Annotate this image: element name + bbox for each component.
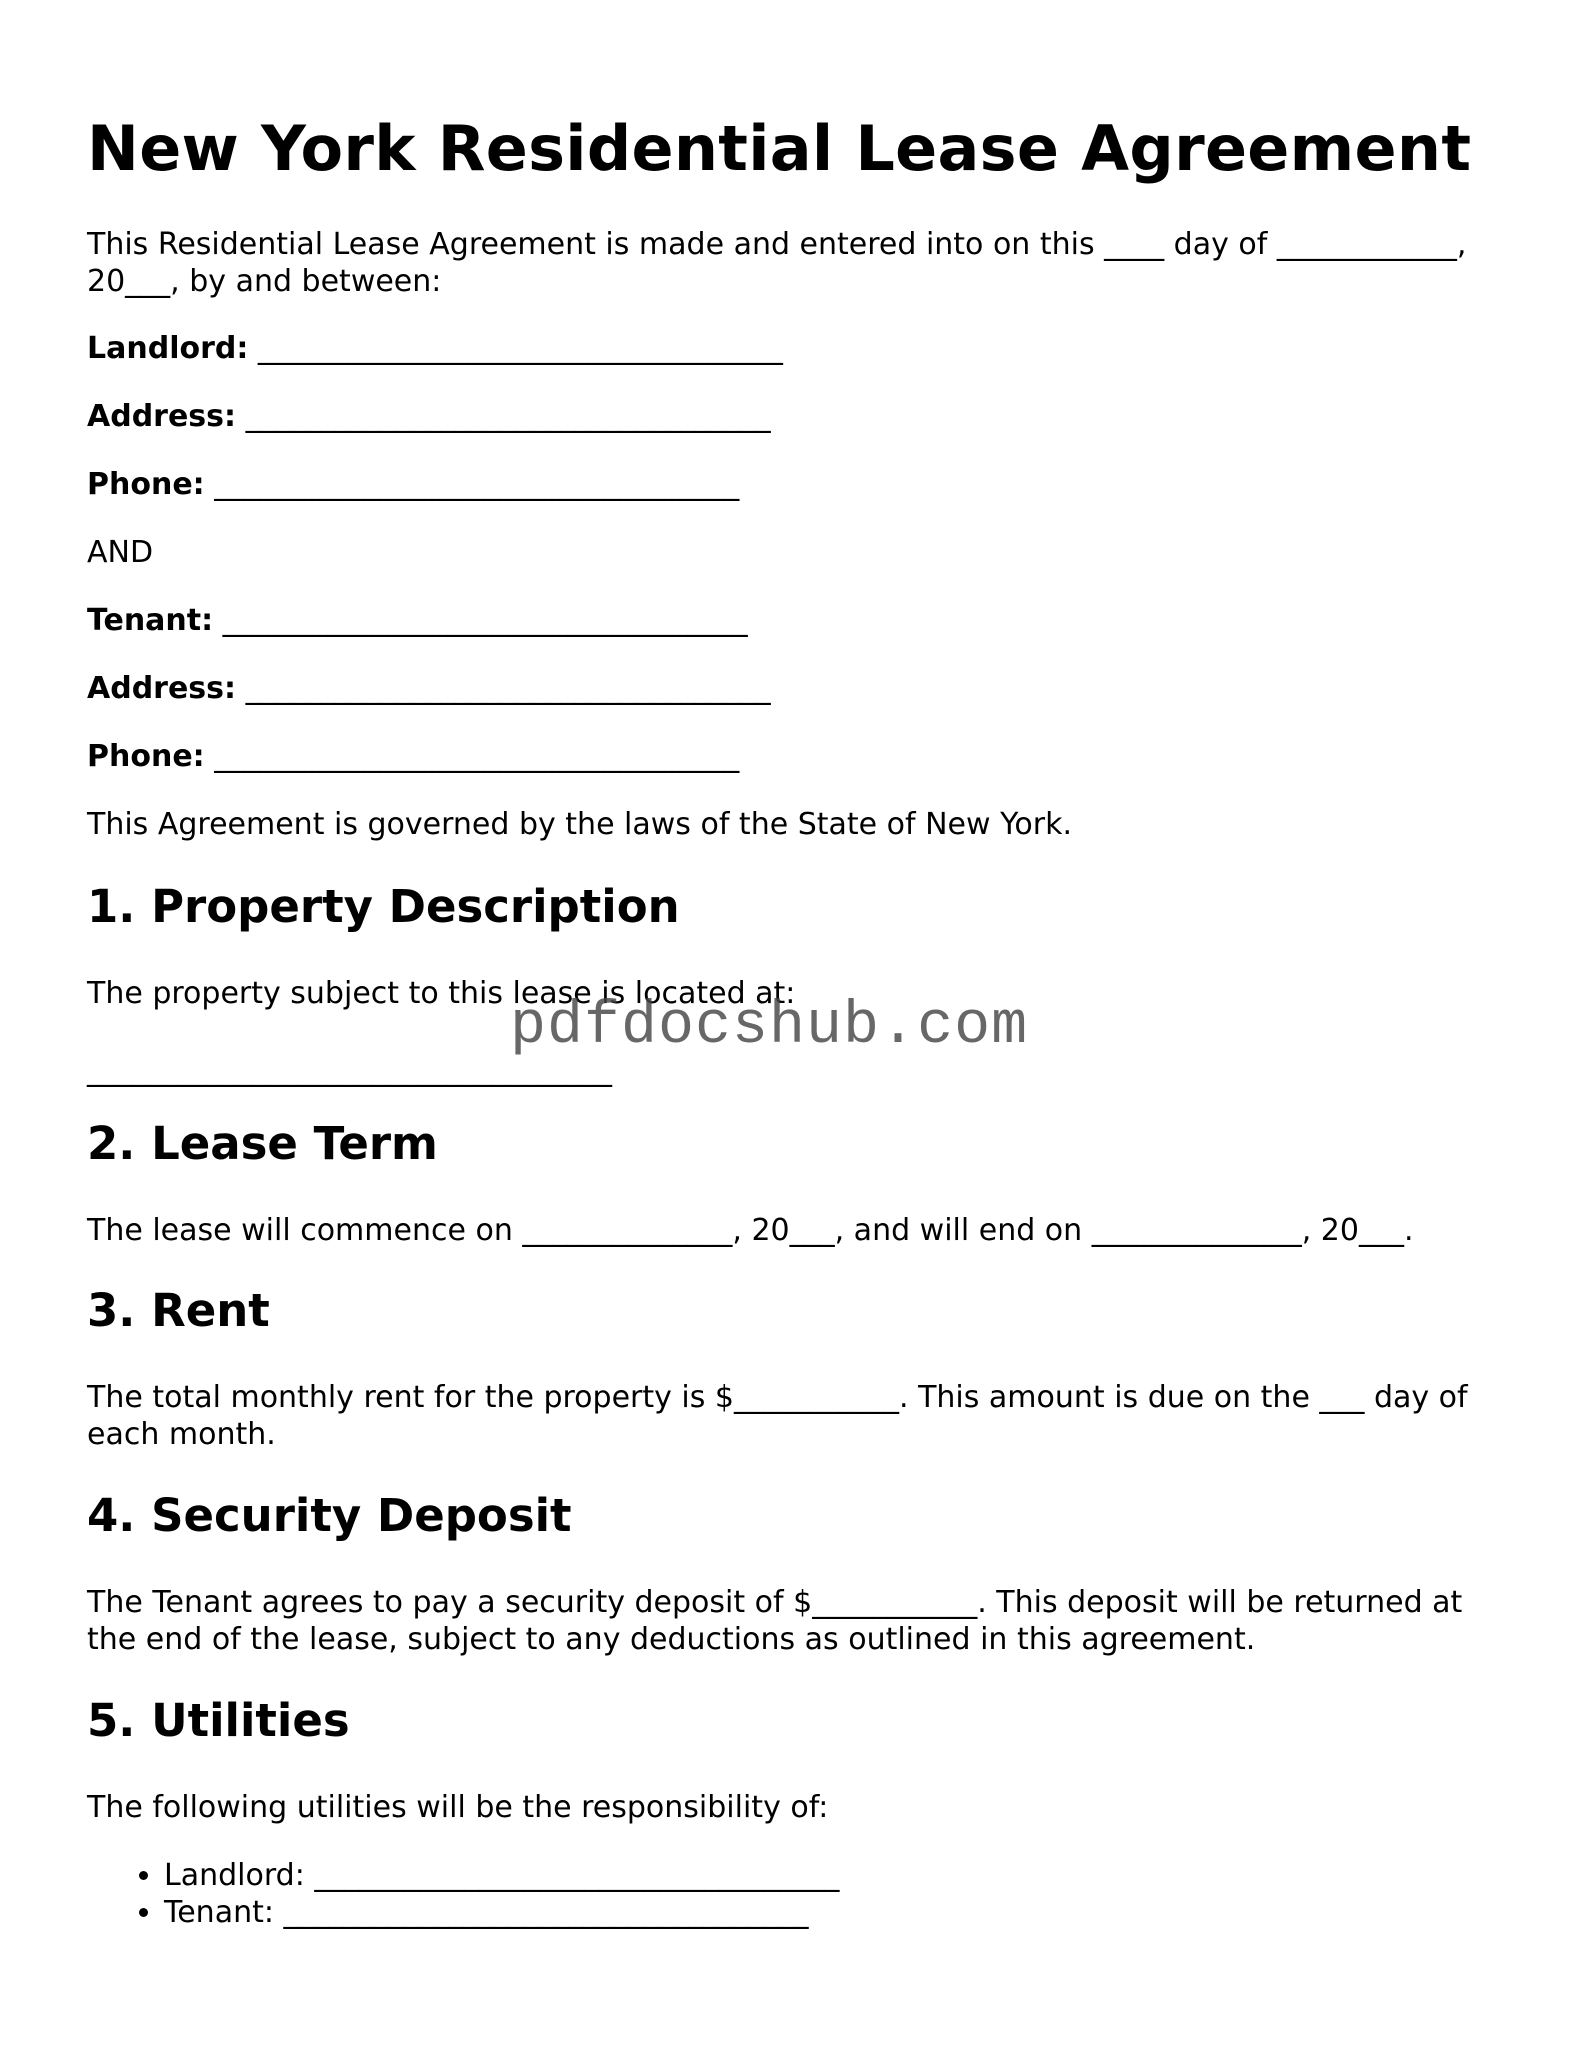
landlord-address-blank: ___________________________________: [245, 399, 771, 434]
watermark: pdfdocshub.com: [510, 993, 1029, 1061]
landlord-phone-label: Phone:: [87, 467, 205, 502]
utilities-item-landlord: • Landlord: ___________________________________: [164, 1857, 839, 1894]
tenant-phone-blank: ___________________________________: [214, 739, 740, 774]
section-heading-rent: 3. Rent: [87, 1284, 270, 1337]
landlord-phone-blank: ___________________________________: [214, 467, 740, 502]
section-heading-security-deposit: 4. Security Deposit: [87, 1489, 572, 1542]
security-deposit-text: The Tenant agrees to pay a security deposit of $___________. This deposit will be returned at the end of the lease, subject to any deductions as outlined in this agreement.: [87, 1585, 1463, 1657]
document-title: New York Residential Lease Agreement: [87, 112, 1472, 185]
lease-term-text: The lease will commence on ______________, 20___, and will end on ______________, 20___.: [87, 1213, 1414, 1248]
intro-paragraph: This Residential Lease Agreement is made and entered into on this ____ day of ____________, 20___, by and between:: [87, 227, 1467, 299]
tenant-name-line: [87, 602, 748, 639]
landlord-name-label: Landlord:: [87, 331, 249, 366]
section-heading-property: 1. Property Description: [87, 880, 680, 933]
tenant-address-line: [87, 670, 771, 707]
property-text: The property subject to this lease is located at:: [87, 976, 796, 1011]
landlord-address-line: [87, 398, 771, 435]
section-heading-lease-term: 2. Lease Term: [87, 1117, 438, 1170]
landlord-name-line: [87, 330, 783, 367]
utilities-item-tenant: • Tenant: ___________________________________: [164, 1894, 839, 1931]
tenant-name-label: Tenant:: [87, 603, 214, 638]
tenant-phone-label: Phone:: [87, 739, 205, 774]
landlord-address-label: Address:: [87, 399, 237, 434]
tenant-name-blank: ___________________________________: [222, 603, 748, 638]
and-separator: AND: [87, 535, 154, 570]
tenant-phone-line: [87, 738, 739, 775]
utilities-text: The following utilities will be the responsibility of:: [87, 1790, 829, 1825]
landlord-name-blank: ___________________________________: [257, 331, 783, 366]
utilities-list: [87, 1857, 839, 1931]
property-address-blank: ___________________________________: [87, 1053, 612, 1088]
tenant-address-blank: ___________________________________: [245, 671, 771, 706]
tenant-address-label: Address:: [87, 671, 237, 706]
section-heading-utilities: 5. Utilities: [87, 1694, 350, 1747]
rent-text: The total monthly rent for the property is $___________. This amount is due on the ___ day of each month.: [87, 1380, 1468, 1452]
landlord-phone-line: [87, 466, 739, 503]
governing-law-text: This Agreement is governed by the laws of the State of New York.: [87, 807, 1073, 842]
